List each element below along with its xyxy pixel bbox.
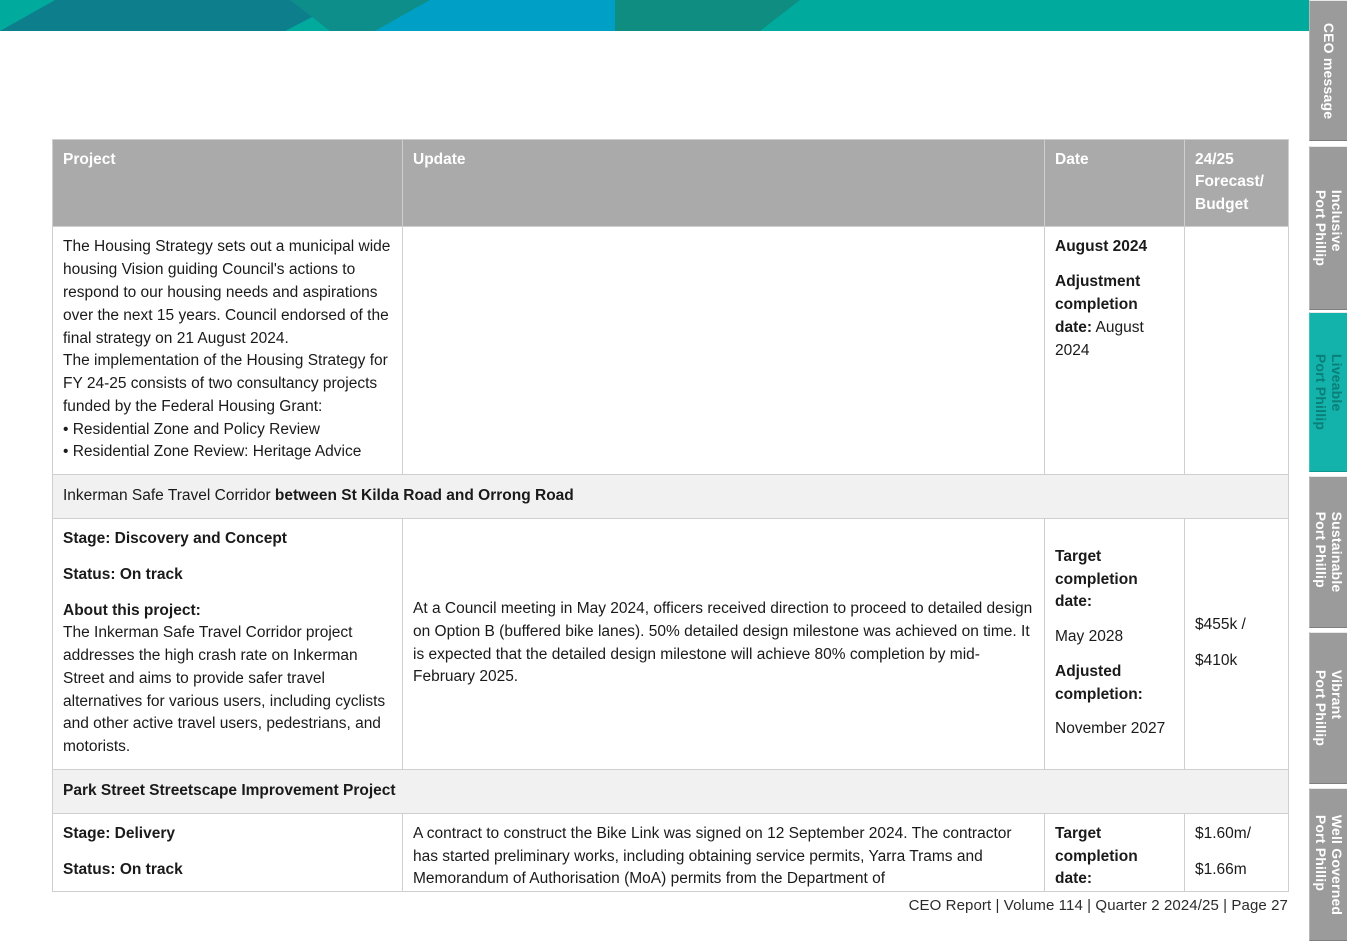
section-title-inkerman: [53, 475, 1289, 519]
cell-budget: [1185, 813, 1289, 891]
page-top-banner: [0, 0, 1309, 31]
sidebar-tab-label: Well Governed Port Phillip: [1312, 814, 1345, 915]
cell-budget: [1185, 519, 1289, 770]
about-text: The Inkerman Safe Travel Corridor project addresses the high crash rate on Inkerman Street and aims to provide safer travel alternatives for various users, including cyclists and other active travel users, pedestrians, and motorists.: [63, 624, 386, 756]
stage-value: Delivery: [110, 824, 176, 842]
budget-forecast: $455k /: [1195, 616, 1246, 634]
status-line: [63, 564, 392, 587]
document-page: [0, 34, 1309, 941]
section-header-row-park-street: [53, 770, 1289, 814]
cell-update-empty: [403, 227, 1045, 475]
cell-budget-empty: [1185, 227, 1289, 475]
stage-label: Stage:: [63, 824, 111, 842]
status-label: Status:: [63, 860, 116, 878]
sidebar-tab-label: Sustainable Port Phillip: [1312, 511, 1345, 593]
cell-date: [1045, 227, 1185, 475]
stage-line: [63, 823, 392, 846]
page-footer: CEO Report | Volume 114 | Quarter 2 2024/25 | Page 27: [908, 897, 1288, 914]
cell-project-description: [53, 519, 403, 770]
status-line: [63, 859, 392, 882]
sidebar-tab-vibrant-port-phillip[interactable]: [1309, 632, 1347, 784]
project-report-table: [52, 139, 1289, 892]
section-header-row-inkerman: [53, 475, 1289, 519]
housing-bullet-1: • Residential Zone and Policy Review: [63, 420, 320, 438]
housing-paragraph-2: The implementation of the Housing Strategy for FY 24-25 consists of two consultancy projects funded by the Federal Housing Grant:: [63, 352, 388, 415]
adjusted-date-value: November 2027: [1055, 720, 1166, 738]
table-row: [53, 519, 1289, 770]
sidebar-tab-label: Inclusive Port Phillip: [1312, 189, 1345, 267]
section-tab-sidebar: [1309, 0, 1347, 941]
date-adjustment: [1055, 271, 1174, 362]
column-header-budget: 24/25 Forecast/ Budget: [1185, 140, 1289, 227]
banner-graphic: [0, 0, 1309, 31]
budget-amount: $1.66m: [1195, 860, 1247, 878]
adjusted-date-label: Adjusted completion:: [1055, 662, 1143, 703]
budget-forecast: $1.60m/: [1195, 824, 1252, 842]
date-adjustment-value: August 2024: [1055, 318, 1144, 359]
status-label: Status:: [63, 565, 116, 583]
table-header-row: [53, 140, 1289, 227]
cell-update: A contract to construct the Bike Link was signed on 12 September 2024. The contractor has started preliminary works, including obtaining service permits, Yarra Trams and Memorandum of Authorisation (MoA) permits from the Department of: [403, 813, 1045, 891]
target-date-label: Target completion date:: [1055, 547, 1138, 611]
sidebar-tab-inclusive-port-phillip[interactable]: [1309, 146, 1347, 310]
housing-paragraph-1: The Housing Strategy sets out a municipal wide housing Vision guiding Council's actions to respond to our housing needs and aspirations over the next 15 years. Council endorsed of the final strategy on 21 August 2024.: [63, 238, 391, 347]
sidebar-tab-sustainable-port-phillip[interactable]: [1309, 476, 1347, 628]
section-title-park-street: Park Street Streetscape Improvement Project: [53, 770, 1289, 814]
cell-date: [1045, 519, 1185, 770]
column-header-update: Update: [403, 140, 1045, 227]
stage-label: Stage:: [63, 530, 111, 547]
stage-line: [63, 528, 392, 551]
cell-date: [1045, 813, 1185, 891]
sidebar-tab-well-governed-port-phillip[interactable]: [1309, 788, 1347, 941]
section-title-regular: Inkerman Safe Travel Corridor: [63, 487, 275, 505]
table-body: [53, 227, 1289, 892]
cell-project-description: [53, 813, 403, 891]
date-primary: August 2024: [1055, 238, 1148, 256]
table-row: [53, 813, 1289, 891]
cell-project-description: [53, 227, 403, 475]
target-date-label: Target completion date:: [1055, 824, 1138, 888]
about-label: About this project:: [63, 601, 201, 619]
column-header-date: Date: [1045, 140, 1185, 227]
table-row: [53, 227, 1289, 475]
table-header: [53, 140, 1289, 227]
sidebar-tab-liveable-port-phillip[interactable]: [1309, 312, 1347, 472]
housing-bullet-2: • Residential Zone Review: Heritage Advice: [63, 443, 362, 461]
cell-update: At a Council meeting in May 2024, officers received direction to proceed to detailed design on Option B (buffered bike lanes). 50% detailed design milestone was achieved on time. It is expected that the detailed design milestone will achieve 80% completion by mid-February 2025.: [403, 519, 1045, 770]
sidebar-tab-label: CEO message: [1320, 22, 1337, 119]
budget-amount: $410k: [1195, 652, 1238, 670]
sidebar-tab-label: Liveable Port Phillip: [1312, 353, 1345, 431]
target-date-value: May 2028: [1055, 628, 1124, 646]
status-value: On track: [115, 860, 183, 878]
section-title-bold: between St Kilda Road and Orrong Road: [274, 487, 574, 505]
sidebar-tab-ceo-message[interactable]: [1309, 0, 1347, 141]
stage-value: Discovery and Concept: [110, 530, 287, 547]
sidebar-tab-label: Vibrant Port Phillip: [1312, 669, 1345, 747]
column-header-project: Project: [53, 140, 403, 227]
status-value: On track: [115, 565, 183, 583]
date-adjustment-label: Adjustment completion date:: [1055, 273, 1141, 336]
